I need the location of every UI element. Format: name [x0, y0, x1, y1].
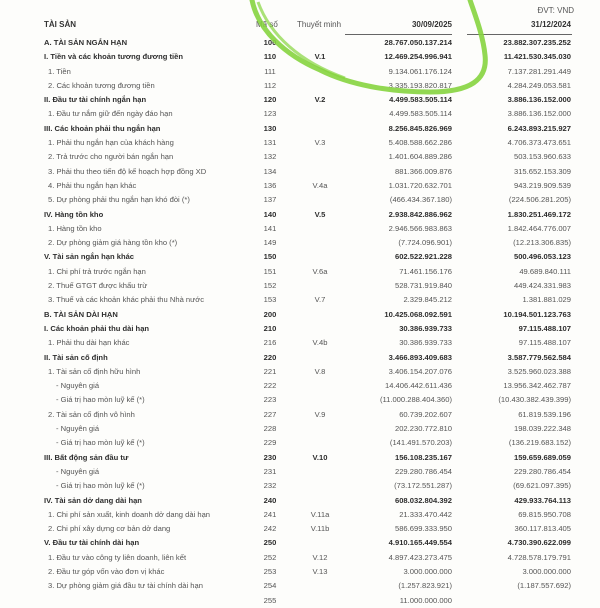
header-note: Thuyết minh: [297, 20, 342, 29]
value-30-09-2025: 60.739.202.607: [399, 409, 452, 419]
table-row: [0, 236, 600, 250]
row-label: - Giá trị hao mòn luỹ kế (*): [56, 395, 145, 405]
row-code: 229: [263, 438, 277, 448]
row-code: 252: [263, 552, 277, 562]
row-label: 1. Chi phí trả trước ngắn hạn: [48, 266, 146, 276]
value-31-12-2024: 6.243.893.215.927: [507, 123, 571, 133]
value-31-12-2024: 198.039.222.348: [513, 424, 571, 434]
row-note: V.9: [314, 409, 326, 419]
value-30-09-2025: 4.910.165.449.554: [388, 538, 452, 548]
balance-sheet-table: [0, 36, 600, 608]
table-header: [0, 20, 600, 32]
value-30-09-2025: 2.938.842.886.962: [388, 209, 452, 219]
value-31-12-2024: (12.213.306.835): [513, 238, 571, 248]
table-row: [0, 422, 600, 436]
value-30-09-2025: 4.499.583.505.114: [389, 109, 452, 119]
row-note: V.11b: [310, 524, 330, 534]
row-code: 134: [263, 166, 277, 176]
row-label: 1. Tiền: [48, 66, 71, 76]
row-code: 223: [263, 395, 277, 405]
value-30-09-2025: (7.724.096.901): [398, 238, 452, 248]
row-label: IV. Tài sản dở dang dài hạn: [44, 495, 142, 505]
row-note: V.11a: [310, 509, 330, 519]
row-code: 150: [263, 252, 277, 262]
row-code: 253: [263, 566, 277, 576]
row-code: 250: [263, 538, 277, 548]
value-31-12-2024: 3.000.000.000: [522, 566, 571, 576]
value-30-09-2025: 229.280.786.454: [394, 466, 452, 476]
row-label: 5. Dự phòng phải thu ngắn hạn khó đòi (*): [48, 195, 190, 205]
value-31-12-2024: 503.153.960.633: [513, 152, 571, 162]
value-30-09-2025: (11.000.288.404.360): [379, 395, 452, 405]
value-31-12-2024: 1.842.464.776.007: [507, 223, 571, 233]
row-code: 111: [264, 66, 276, 76]
value-30-09-2025: 30.386.939.733: [399, 338, 452, 348]
value-31-12-2024: 3.587.779.562.584: [507, 352, 571, 362]
row-label: 3. Thuế và các khoản khác phải thu Nhà nước: [48, 295, 204, 305]
table-row: [0, 165, 600, 179]
table-row: [0, 351, 600, 365]
value-31-12-2024: 3.525.960.023.388: [507, 366, 571, 376]
header-col2-date: 31/12/2024: [530, 20, 571, 29]
row-code: 230: [263, 452, 277, 462]
row-label: - Nguyên giá: [56, 381, 100, 391]
value-31-12-2024: 97.115.488.107: [518, 323, 571, 333]
value-31-12-2024: 69.815.950.708: [518, 509, 571, 519]
table-row: [0, 365, 600, 379]
value-30-09-2025: (466.434.367.180): [389, 195, 452, 205]
row-code: 136: [263, 180, 277, 190]
row-label: A. TÀI SẢN NGẮN HẠN: [44, 38, 128, 47]
row-code: 153: [263, 295, 277, 305]
row-label: 1. Chi phí sản xuất, kinh doanh dở dang dài hạn: [48, 509, 211, 519]
value-31-12-2024: (224.506.281.205): [508, 195, 571, 205]
row-label: IV. Hàng tồn kho: [44, 209, 104, 219]
table-row: [0, 579, 600, 593]
row-code: 149: [263, 238, 277, 248]
table-row: [0, 494, 600, 508]
table-row: [0, 336, 600, 350]
value-31-12-2024: 449.424.331.983: [513, 281, 571, 291]
row-code: 110: [263, 52, 277, 62]
row-code: 132: [263, 152, 277, 162]
row-label: - Giá trị hao mòn luỹ kế (*): [56, 481, 145, 491]
value-30-09-2025: 30.386.939.733: [399, 323, 452, 333]
value-31-12-2024: 429.933.764.113: [514, 495, 571, 505]
table-row: [0, 594, 600, 608]
row-code: 240: [263, 495, 277, 505]
value-31-12-2024: 23.882.307.235.252: [503, 38, 571, 47]
row-label: V. Đầu tư tài chính dài hạn: [44, 538, 140, 548]
value-31-12-2024: 500.496.053.123: [513, 252, 571, 262]
value-31-12-2024: 3.886.136.152.000: [507, 95, 571, 105]
row-code: 123: [263, 109, 277, 119]
table-row: [0, 322, 600, 336]
row-label: 2. Dự phòng giảm giá hàng tồn kho (*): [48, 238, 178, 248]
value-30-09-2025: 3.335.193.820.817: [388, 80, 452, 90]
value-30-09-2025: 21.333.470.442: [399, 509, 452, 519]
table-row: [0, 222, 600, 236]
row-note: V.6a: [312, 266, 328, 276]
row-label: II. Tài sản cố định: [44, 352, 108, 362]
value-30-09-2025: 3.406.154.207.076: [388, 366, 452, 376]
value-30-09-2025: 2.946.566.983.863: [388, 223, 452, 233]
table-row: [0, 279, 600, 293]
row-label: - Nguyên giá: [56, 424, 100, 434]
row-label: 1. Phải thu dài hạn khác: [48, 338, 130, 348]
row-label: 4. Phải thu ngắn hạn khác: [48, 180, 137, 190]
row-code: 231: [263, 466, 277, 476]
value-31-12-2024: 11.421.530.345.030: [503, 52, 571, 62]
row-label: 1. Hàng tồn kho: [48, 223, 102, 233]
value-30-09-2025: 3.466.893.409.683: [388, 352, 452, 362]
row-note: V.7: [314, 295, 326, 305]
row-label: - Nguyên giá: [56, 466, 100, 476]
value-31-12-2024: 1.830.251.469.172: [507, 209, 571, 219]
row-label: 2. Đầu tư góp vốn vào đơn vị khác: [48, 566, 165, 576]
col1-underline: [345, 34, 452, 35]
row-label: 2. Các khoản tương đương tiền: [48, 80, 155, 90]
value-30-09-2025: 528.731.919.840: [394, 281, 452, 291]
value-31-12-2024: (136.219.683.152): [508, 438, 571, 448]
value-30-09-2025: (73.172.551.287): [394, 481, 452, 491]
table-row: [0, 265, 600, 279]
value-31-12-2024: 159.659.689.059: [513, 452, 571, 462]
value-31-12-2024: 943.219.909.539: [513, 180, 571, 190]
table-row: [0, 522, 600, 536]
row-label: B. TÀI SẢN DÀI HẠN: [44, 309, 118, 319]
row-code: 112: [263, 80, 277, 90]
value-30-09-2025: 2.329.845.212: [403, 295, 452, 305]
row-note: V.4b: [312, 338, 328, 348]
value-31-12-2024: 97.115.488.107: [518, 338, 571, 348]
row-label: V. Tài sản ngắn hạn khác: [44, 252, 135, 262]
row-code: 254: [263, 581, 277, 591]
value-31-12-2024: (69.621.097.395): [513, 481, 571, 491]
row-code: 130: [263, 123, 277, 133]
table-row: [0, 136, 600, 150]
header-col1-date: 30/09/2025: [411, 20, 452, 29]
row-note: V.13: [312, 566, 328, 576]
table-row: [0, 479, 600, 493]
header-title: TÀI SẢN: [44, 20, 76, 29]
row-code: 216: [263, 338, 277, 348]
header-code: Mã số: [256, 20, 278, 29]
value-30-09-2025: 8.256.845.826.969: [388, 123, 452, 133]
row-note: V.2: [314, 95, 326, 105]
table-row: [0, 208, 600, 222]
row-label: 1. Tài sản cố định hữu hình: [48, 366, 141, 376]
row-code: 241: [263, 509, 277, 519]
table-row: [0, 379, 600, 393]
row-code: 228: [263, 424, 277, 434]
value-31-12-2024: 229.280.786.454: [513, 466, 571, 476]
value-31-12-2024: 10.194.501.123.763: [503, 309, 571, 319]
value-30-09-2025: 1.031.720.632.701: [388, 180, 452, 190]
row-code: 255: [263, 595, 277, 605]
row-code: 220: [263, 352, 277, 362]
table-row: [0, 93, 600, 107]
row-label: 3. Phải thu theo tiến độ kế hoạch hợp đồng XD: [48, 166, 207, 176]
value-30-09-2025: 9.134.061.176.124: [388, 66, 452, 76]
row-note: V.10: [312, 452, 328, 462]
row-label: 1. Phải thu ngắn hạn của khách hàng: [48, 138, 174, 148]
value-31-12-2024: (10.430.382.439.399): [498, 395, 571, 405]
table-row: [0, 551, 600, 565]
value-31-12-2024: 4.728.578.179.791: [507, 552, 571, 562]
table-row: [0, 150, 600, 164]
table-row: [0, 293, 600, 307]
row-code: 227: [263, 409, 277, 419]
value-31-12-2024: 3.886.136.152.000: [507, 109, 571, 119]
value-30-09-2025: 5.408.588.662.286: [388, 138, 452, 148]
row-label: - Giá trị hao mòn luỹ kế (*): [56, 438, 145, 448]
value-30-09-2025: 12.469.254.996.941: [384, 52, 452, 62]
value-31-12-2024: 61.819.539.196: [518, 409, 571, 419]
row-label: 2. Thuế GTGT được khấu trừ: [48, 281, 148, 291]
row-note: V.5: [314, 209, 326, 219]
value-31-12-2024: 49.689.840.111: [519, 266, 571, 276]
row-code: 140: [263, 209, 277, 219]
value-30-09-2025: 602.522.921.228: [394, 252, 452, 262]
row-code: 141: [263, 223, 277, 233]
currency-unit: ĐVT: VND: [537, 6, 574, 15]
table-row: [0, 193, 600, 207]
row-code: 100: [263, 38, 277, 47]
row-label: II. Đầu tư tài chính ngắn hạn: [44, 95, 147, 105]
value-30-09-2025: 202.230.772.810: [394, 424, 452, 434]
value-31-12-2024: 13.956.342.462.787: [503, 381, 571, 391]
row-code: 152: [263, 281, 277, 291]
row-note: V.1: [314, 52, 326, 62]
row-label: III. Bất động sản đầu tư: [44, 452, 129, 462]
row-code: 200: [263, 309, 277, 319]
row-label: 2. Chi phí xây dựng cơ bản dở dang: [48, 524, 171, 534]
value-30-09-2025: 71.461.156.176: [399, 266, 452, 276]
value-30-09-2025: 11.000.000.000: [399, 595, 452, 605]
value-31-12-2024: 7.137.281.291.449: [507, 66, 571, 76]
row-code: 242: [263, 524, 277, 534]
table-row: [0, 465, 600, 479]
value-30-09-2025: 156.108.235.167: [394, 452, 452, 462]
row-label: I. Tiền và các khoản tương đương tiền: [44, 52, 183, 62]
row-label: 1. Đầu tư nắm giữ đến ngày đáo hạn: [48, 109, 173, 119]
row-note: V.4a: [312, 180, 328, 190]
table-row: [0, 179, 600, 193]
table-row: [0, 565, 600, 579]
row-label: 1. Đầu tư vào công ty liên doanh, liên kết: [48, 552, 187, 562]
value-30-09-2025: 881.366.009.876: [394, 166, 452, 176]
value-30-09-2025: 28.767.050.137.214: [384, 38, 452, 47]
table-row: [0, 436, 600, 450]
table-row: [0, 50, 600, 64]
row-code: 221: [263, 366, 277, 376]
value-30-09-2025: 4.499.583.505.114: [389, 95, 452, 105]
row-label: 3. Dự phòng giảm giá đầu tư tài chính dài hạn: [48, 581, 203, 591]
value-31-12-2024: 4.730.390.622.099: [507, 538, 571, 548]
table-row: [0, 308, 600, 322]
row-code: 131: [263, 138, 277, 148]
table-row: [0, 107, 600, 121]
value-31-12-2024: 4.706.373.473.651: [507, 138, 571, 148]
value-31-12-2024: 315.652.153.309: [513, 166, 571, 176]
value-30-09-2025: 608.032.804.392: [394, 495, 452, 505]
row-label: III. Các khoản phải thu ngắn hạn: [44, 123, 161, 133]
table-row: [0, 408, 600, 422]
table-row: [0, 451, 600, 465]
row-note: V.12: [312, 552, 328, 562]
value-30-09-2025: 14.406.442.611.436: [384, 381, 452, 391]
row-code: 222: [263, 381, 277, 391]
row-label: I. Các khoản phải thu dài hạn: [44, 323, 150, 333]
value-30-09-2025: 3.000.000.000: [403, 566, 452, 576]
value-30-09-2025: (1.257.823.921): [398, 581, 452, 591]
value-30-09-2025: 10.425.068.092.591: [384, 309, 452, 319]
col2-underline: [467, 34, 572, 35]
row-code: 137: [263, 195, 277, 205]
value-30-09-2025: (141.491.570.203): [389, 438, 452, 448]
value-31-12-2024: 4.284.249.053.581: [507, 80, 571, 90]
row-note: V.8: [314, 366, 326, 376]
row-note: V.3: [314, 138, 326, 148]
table-row: [0, 79, 600, 93]
value-31-12-2024: (1.187.557.692): [517, 581, 571, 591]
row-code: 210: [263, 323, 277, 333]
table-row: [0, 36, 600, 50]
row-code: 232: [263, 481, 277, 491]
table-row: [0, 122, 600, 136]
value-30-09-2025: 4.897.423.273.475: [388, 552, 452, 562]
value-31-12-2024: 1.381.881.029: [522, 295, 571, 305]
value-30-09-2025: 1.401.604.889.286: [388, 152, 452, 162]
table-row: [0, 250, 600, 264]
table-row: [0, 65, 600, 79]
value-30-09-2025: 586.699.333.950: [394, 524, 452, 534]
table-row: [0, 393, 600, 407]
table-row: [0, 508, 600, 522]
row-label: 2. Trả trước cho người bán ngắn hạn: [48, 152, 174, 162]
row-label: 2. Tài sản cố định vô hình: [48, 409, 135, 419]
row-code: 151: [263, 266, 277, 276]
row-code: 120: [263, 95, 277, 105]
value-31-12-2024: 360.117.813.405: [514, 524, 571, 534]
table-row: [0, 536, 600, 550]
